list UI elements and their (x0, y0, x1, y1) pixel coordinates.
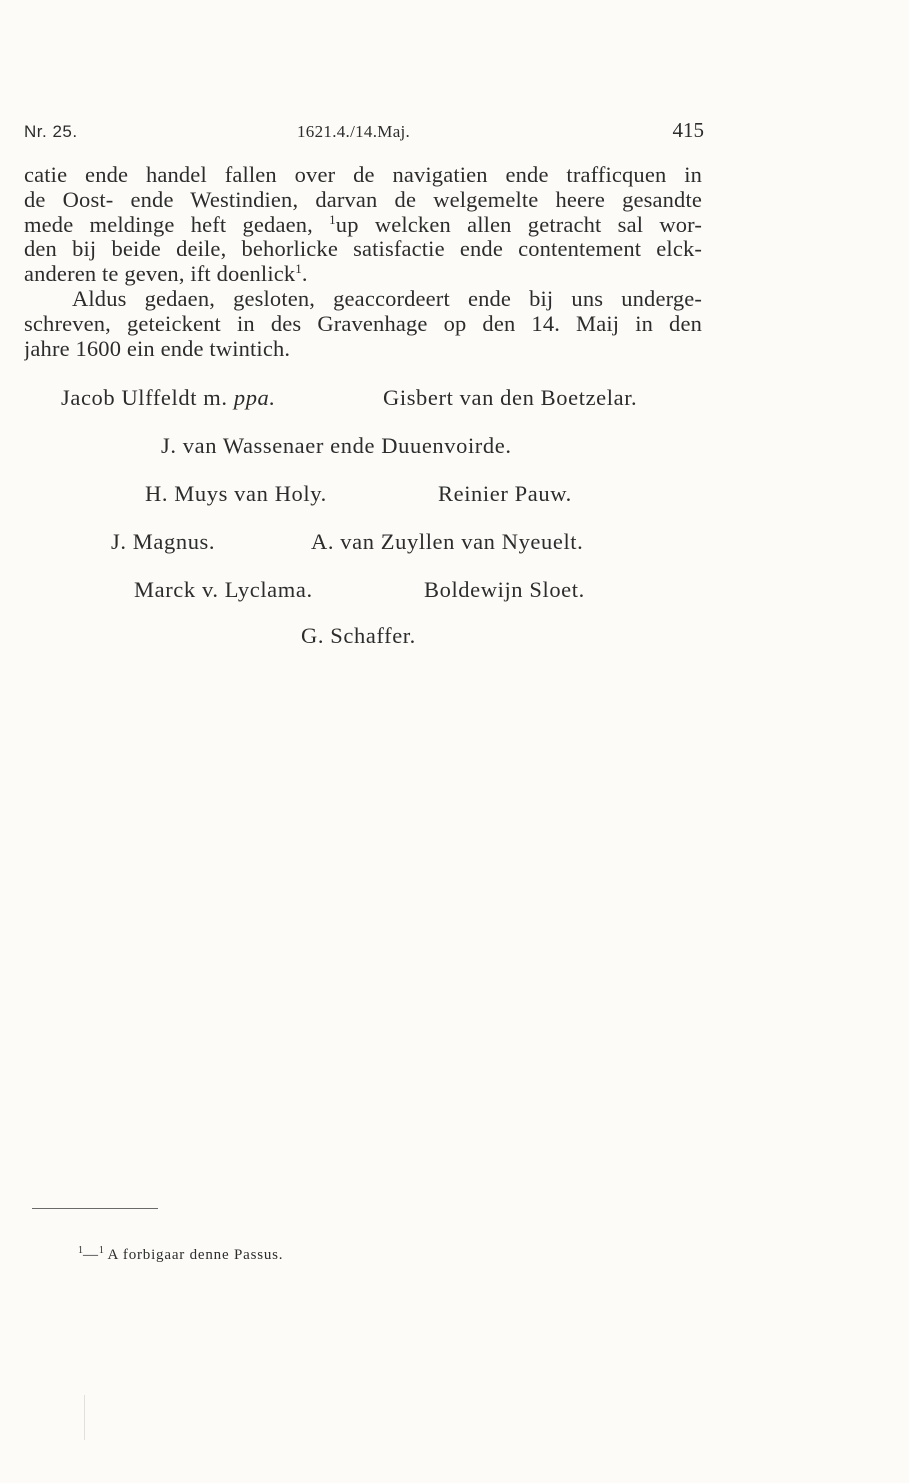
body-line: catie ende handel fallen over de navigatien ende trafficquen in (24, 163, 702, 187)
signature-schaffer: G. Schaffer. (301, 623, 416, 648)
signature-muys: H. Muys van Holy. (145, 481, 327, 506)
signature-name: Jacob Ulffeldt m. (61, 385, 228, 410)
footnote-ref: 1 (295, 262, 302, 277)
footnote-ref: 1 (329, 212, 336, 227)
footnote-rule (32, 1208, 158, 1209)
signature-boetzelar: Gisbert van den Boetzelar. (383, 385, 638, 410)
body-line (24, 262, 702, 287)
signature-lyclama: Marck v. Lyclama. (134, 577, 313, 602)
footnote-text: A forbigaar denne Passus. (107, 1247, 284, 1263)
document-date: 1621.4./14.Maj. (297, 122, 411, 141)
footnote-anchor-word: up (335, 212, 359, 237)
footnote-dash: — (83, 1247, 99, 1263)
body-line: schreven, geteickent in des Gravenhage op den 14. Maij in den (24, 311, 702, 336)
body-line-part: welcken allen getracht sal wor- (374, 212, 702, 237)
signature-magnus: J. Magnus. (111, 529, 216, 554)
signature-zuyllen: A. van Zuyllen van Nyeuelt. (311, 529, 584, 554)
body-line: de Oost- ende Westindien, darvan de welgemelte heere gesandte (24, 187, 702, 212)
footnote-marker: 1 (98, 1245, 104, 1256)
body-line (24, 213, 702, 238)
body-line-part: . (301, 262, 308, 287)
signature-ppa: ppa. (233, 385, 276, 410)
page-number: 415 (672, 118, 704, 142)
document-number: Nr. 25. (24, 122, 78, 141)
signature-pauw: Reinier Pauw. (438, 481, 572, 506)
body-line-part: anderen te geven, ift doenlick (24, 262, 296, 287)
body-line-part: mede meldinge heft gedaen, (24, 212, 313, 237)
body-line: jahre 1600 ein ende twintich. (24, 336, 291, 361)
signature-wassenaer: J. van Wassenaer ende Duuenvoirde. (161, 433, 512, 458)
running-head (24, 118, 704, 148)
signature-ulffeldt (61, 385, 276, 411)
footnote (78, 1245, 283, 1264)
body-text (24, 163, 702, 361)
body-line: den bij beide deile, behorlicke satisfactie ende contentement elck- (24, 237, 702, 262)
scan-artifact (84, 1395, 88, 1440)
footnote-marker: 1 (78, 1245, 83, 1256)
signature-sloet: Boldewijn Sloet. (424, 577, 585, 602)
body-line: Aldus gedaen, gesloten, geaccordeert ende bij uns underge- (72, 286, 702, 311)
